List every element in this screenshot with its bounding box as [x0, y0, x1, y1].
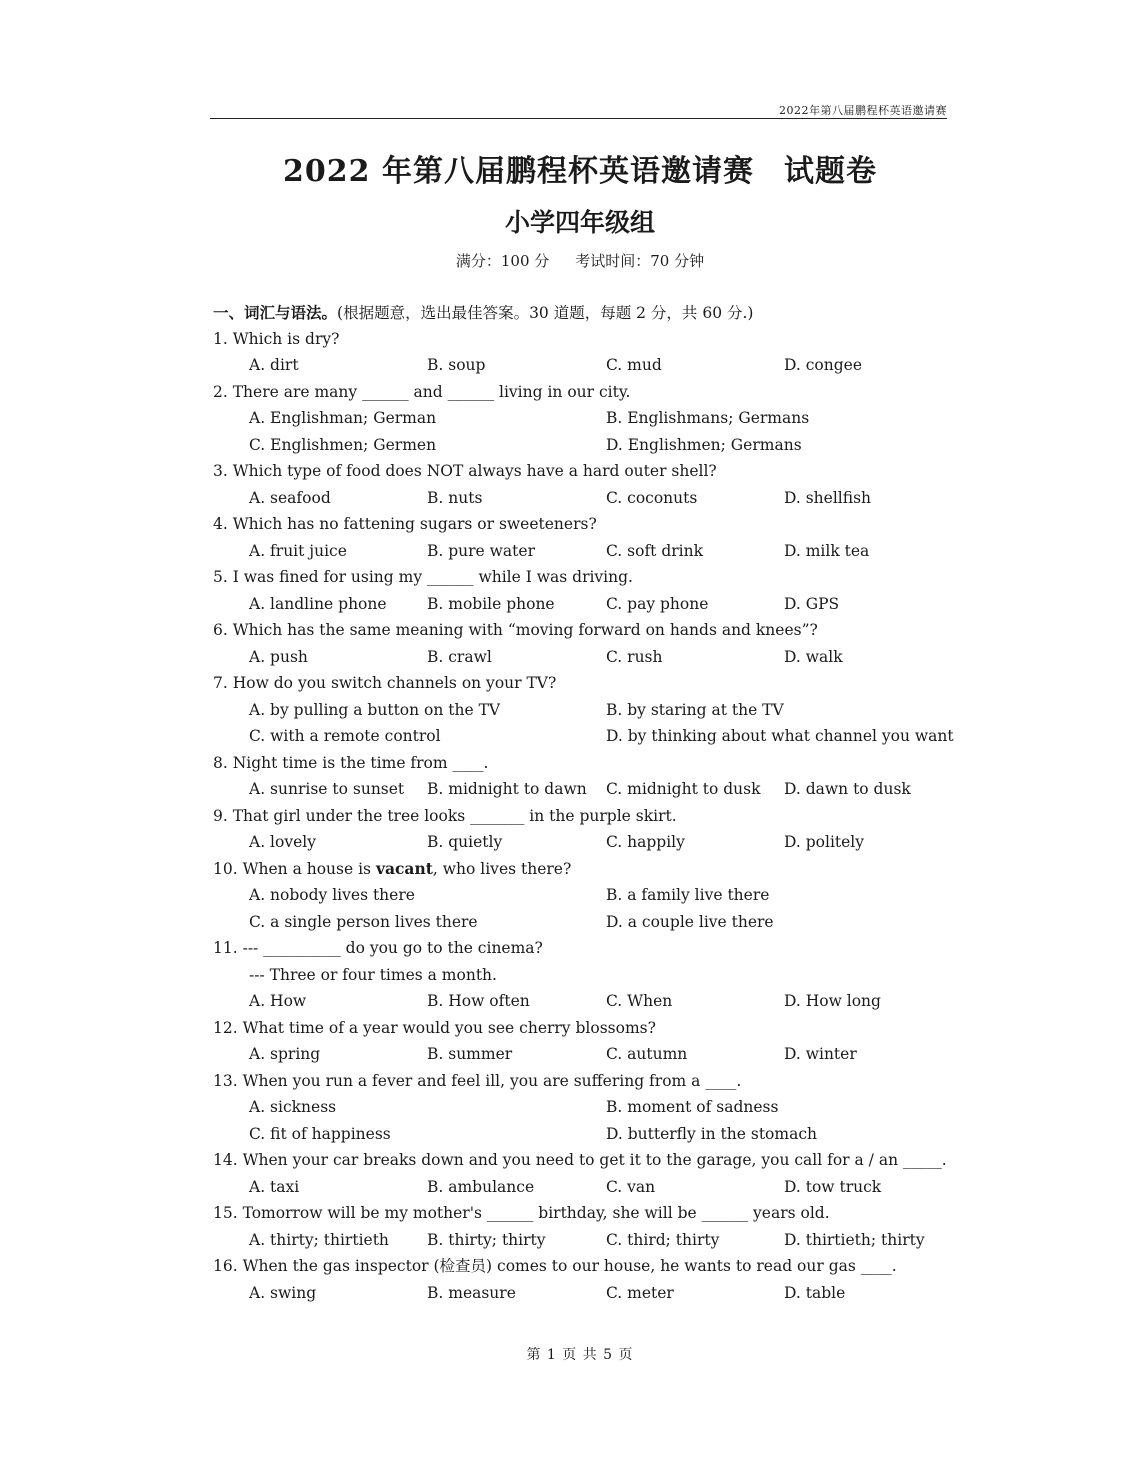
- exam-meta: [0, 250, 1133, 271]
- full-marks: 满分：100 分: [455, 252, 550, 270]
- option: D. congee: [784, 356, 862, 374]
- header-divider: [210, 118, 947, 119]
- option: A. spring: [249, 1045, 321, 1063]
- option: B. nuts: [427, 489, 483, 507]
- question-stem: 15. Tomorrow will be my mother's ______ birthday, she will be ______ years old.: [213, 1204, 830, 1222]
- page-title: [0, 146, 1133, 190]
- option: C. midnight to dusk: [606, 780, 761, 798]
- option: B. mobile phone: [427, 595, 555, 613]
- stem-text: 10. When a house is: [213, 860, 376, 878]
- option: B. How often: [427, 992, 530, 1010]
- section-title: 一、词汇与语法。: [213, 303, 338, 322]
- page-number: 第 1 页 共 5 页: [526, 1347, 634, 1363]
- dialogue-reply: --- Three or four times a month.: [249, 966, 497, 984]
- option: D. shellfish: [784, 489, 872, 507]
- option: A. swing: [249, 1284, 317, 1302]
- option: D. tow truck: [784, 1178, 882, 1196]
- option: B. moment of sadness: [606, 1098, 779, 1116]
- option: B. crawl: [427, 648, 492, 666]
- option: C. pay phone: [606, 595, 709, 613]
- option: C. rush: [606, 648, 663, 666]
- option: D. table: [784, 1284, 846, 1302]
- option: C. fit of happiness: [249, 1125, 391, 1143]
- question-stem: 2. There are many ______ and ______ living in our city.: [213, 383, 631, 401]
- question-stem: 9. That girl under the tree looks _______ in the purple skirt.: [213, 807, 677, 825]
- option: D. by thinking about what channel you want: [606, 727, 954, 745]
- option: B. measure: [427, 1284, 516, 1302]
- question-stem: 12. What time of a year would you see cherry blossoms?: [213, 1019, 656, 1037]
- title-main: 2022 年第八届鹏程杯英语邀请赛: [283, 154, 754, 189]
- option: C. mud: [606, 356, 662, 374]
- section-instruction: (根据题意，选出最佳答案。30 道题，每题 2 分，共 60 分.): [337, 304, 754, 322]
- option: A. nobody lives there: [249, 886, 415, 904]
- stem-text: , who lives there?: [432, 860, 572, 878]
- question-stem: 4. Which has no fattening sugars or sweeteners?: [213, 515, 597, 533]
- option: B. pure water: [427, 542, 535, 560]
- question-stem: 11. --- __________ do you go to the cinema?: [213, 939, 543, 957]
- option: D. butterfly in the stomach: [606, 1125, 817, 1143]
- option: A. by pulling a button on the TV: [249, 701, 501, 719]
- option: A. sickness: [249, 1098, 337, 1116]
- option: D. a couple live there: [606, 913, 774, 931]
- option: D. winter: [784, 1045, 857, 1063]
- option: B. summer: [427, 1045, 513, 1063]
- option: C. meter: [606, 1284, 674, 1302]
- option: C. van: [606, 1178, 656, 1196]
- option: A. How: [249, 992, 307, 1010]
- option: B. thirty; thirty: [427, 1231, 546, 1249]
- option: A. landline phone: [249, 595, 387, 613]
- section-heading: [213, 301, 753, 323]
- option: B. midnight to dawn: [427, 780, 587, 798]
- option: A. sunrise to sunset: [249, 780, 405, 798]
- question-stem: 16. When the gas inspector (检查员) comes to our house, he wants to read our gas ____.: [213, 1257, 897, 1275]
- title-suffix: 试题卷: [783, 154, 877, 189]
- question-stem: 5. I was fined for using my ______ while I was driving.: [213, 568, 633, 586]
- question-stem: 1. Which is dry?: [213, 330, 340, 348]
- option: C. autumn: [606, 1045, 688, 1063]
- option: D. How long: [784, 992, 881, 1010]
- option: A. thirty; thirtieth: [249, 1231, 389, 1249]
- option: D. Englishmen; Germans: [606, 436, 802, 454]
- option: D. milk tea: [784, 542, 870, 560]
- option: B. quietly: [427, 833, 503, 851]
- option: A. lovely: [249, 833, 316, 851]
- option: C. with a remote control: [249, 727, 441, 745]
- option: C. soft drink: [606, 542, 704, 560]
- option: C. happily: [606, 833, 685, 851]
- exam-time: 考试时间：70 分钟: [575, 252, 705, 270]
- question-stem: [213, 856, 571, 882]
- option: D. thirtieth; thirty: [784, 1231, 925, 1249]
- option: C. a single person lives there: [249, 913, 478, 931]
- option: A. dirt: [249, 356, 299, 374]
- question-stem: 13. When you run a fever and feel ill, you are suffering from a ____.: [213, 1072, 742, 1090]
- option: D. dawn to dusk: [784, 780, 911, 798]
- option: D. politely: [784, 833, 865, 851]
- option: B. a family live there: [606, 886, 770, 904]
- option: C. coconuts: [606, 489, 698, 507]
- option: D. walk: [784, 648, 843, 666]
- option: A. Englishman; German: [249, 409, 437, 427]
- option: B. ambulance: [427, 1178, 535, 1196]
- running-header: 2022年第八届鹏程杯英语邀请赛: [779, 104, 947, 117]
- option: A. taxi: [249, 1178, 300, 1196]
- option: A. fruit juice: [249, 542, 347, 560]
- option: C. Englishmen; Germen: [249, 436, 437, 454]
- question-stem: 8. Night time is the time from ____.: [213, 754, 489, 772]
- option: B. by staring at the TV: [606, 701, 784, 719]
- option: C. third; thirty: [606, 1231, 720, 1249]
- option: D. GPS: [784, 595, 840, 613]
- option: C. When: [606, 992, 673, 1010]
- option: B. Englishmans; Germans: [606, 409, 810, 427]
- question-stem: 14. When your car breaks down and you need to get it to the garage, you call for a / an _____.: [213, 1151, 947, 1169]
- page-subtitle: 小学四年级组: [504, 208, 655, 237]
- question-stem: 6. Which has the same meaning with “moving forward on hands and knees”?: [213, 621, 818, 639]
- question-stem: 3. Which type of food does NOT always have a hard outer shell?: [213, 462, 717, 480]
- option: A. push: [249, 648, 308, 666]
- option: A. seafood: [249, 489, 331, 507]
- option: B. soup: [427, 356, 486, 374]
- question-stem: 7. How do you switch channels on your TV?: [213, 674, 557, 692]
- keyword-vacant: vacant: [375, 859, 433, 878]
